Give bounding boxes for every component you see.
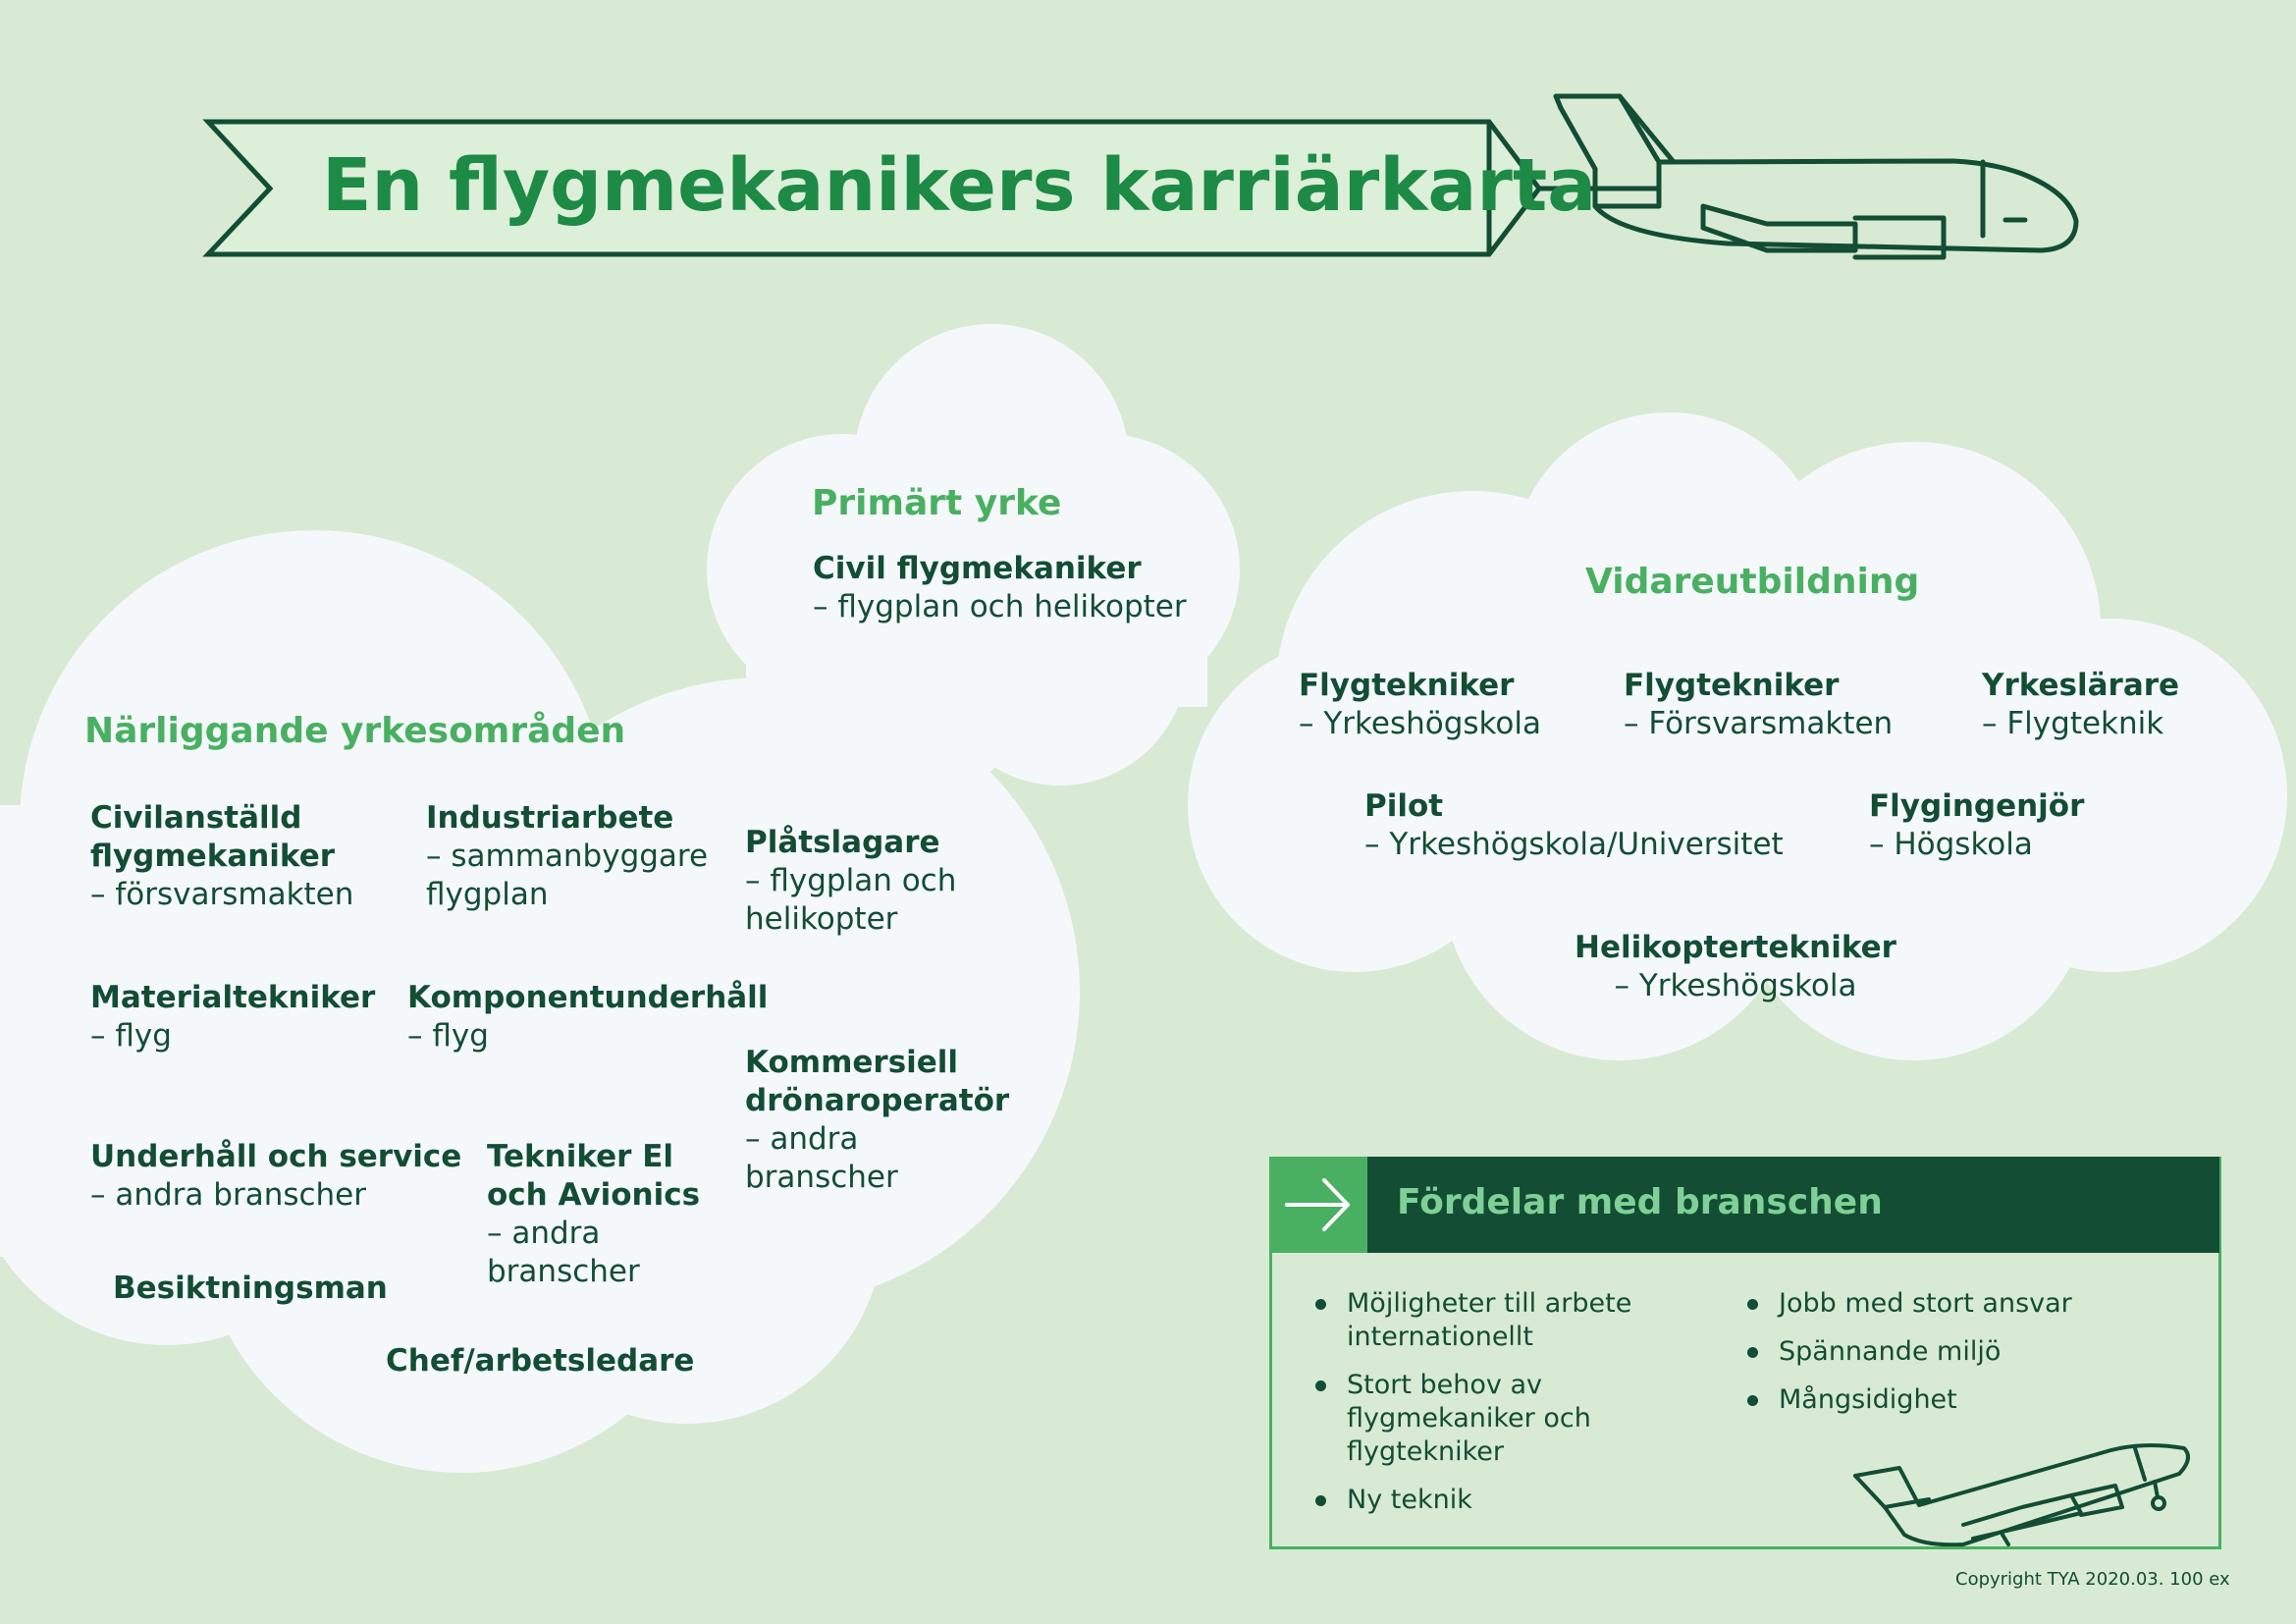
list-item: Möjligheter till arbete internationellt bbox=[1311, 1287, 1724, 1354]
further-item-title: Pilot bbox=[1364, 788, 1444, 824]
list-item: Stort behov av flygmekaniker och flygtekniker bbox=[1311, 1369, 1724, 1469]
further-item-sub: – Högskola bbox=[1869, 827, 2033, 862]
further-item bbox=[1624, 667, 1893, 743]
related-item bbox=[113, 1270, 388, 1308]
related-item bbox=[386, 1342, 694, 1380]
further-item bbox=[1869, 787, 2084, 864]
related-item-title: Materialtekniker bbox=[90, 980, 376, 1015]
related-item-sub: – flyg bbox=[90, 1018, 172, 1054]
primary-heading: Primärt yrke bbox=[812, 483, 1062, 523]
related-item-title: Plåtslagare bbox=[745, 825, 940, 860]
further-heading: Vidareutbildning bbox=[1585, 562, 1920, 602]
further-item bbox=[1539, 929, 1932, 1005]
arrow-right-icon bbox=[1269, 1157, 1367, 1253]
benefits-list-right bbox=[1743, 1287, 2156, 1432]
list-item: Spännande miljö bbox=[1743, 1335, 2156, 1369]
benefits-arrow-box bbox=[1269, 1157, 1367, 1253]
related-item bbox=[90, 799, 385, 914]
further-item-sub: – Yrkeshögskola bbox=[1614, 968, 1857, 1003]
related-item-title: Underhåll och service bbox=[90, 1139, 462, 1174]
further-item-sub: – Flygteknik bbox=[1982, 706, 2164, 741]
related-item-sub: – andra branscher bbox=[487, 1216, 640, 1289]
related-item-title: Tekniker El och Avionics bbox=[487, 1139, 701, 1213]
related-item bbox=[745, 1044, 1020, 1197]
page-title: En flygmekanikers karriärkarta bbox=[322, 143, 1597, 228]
related-item bbox=[745, 824, 981, 939]
further-item-title: Flygtekniker bbox=[1624, 668, 1840, 703]
related-item-sub: – sammanbyggare flygplan bbox=[426, 839, 709, 912]
related-item bbox=[90, 979, 375, 1056]
primary-item-sub: – flygplan och helikopter bbox=[813, 589, 1187, 624]
related-item-title: Civilanställd flygmekaniker bbox=[90, 800, 336, 874]
copyright: Copyright TYA 2020.03. 100 ex bbox=[1955, 1569, 2230, 1590]
further-item bbox=[1364, 787, 1784, 864]
list-item: Jobb med stort ansvar bbox=[1743, 1287, 2156, 1321]
related-item-title: Chef/arbetsledare bbox=[386, 1343, 695, 1379]
further-item-sub: – Försvarsmakten bbox=[1624, 706, 1894, 741]
related-item-sub: – andra branscher bbox=[745, 1121, 898, 1195]
takeoff-airplane-icon bbox=[1845, 1429, 2209, 1546]
further-item-title: Helikoptertekniker bbox=[1575, 930, 1896, 965]
further-item-sub: – Yrkeshögskola bbox=[1299, 706, 1541, 741]
related-item bbox=[90, 1138, 461, 1215]
related-item-sub: – försvarsmakten bbox=[90, 877, 354, 912]
related-item bbox=[426, 799, 721, 914]
related-heading: Närliggande yrkesområden bbox=[84, 711, 626, 751]
related-item-sub: – flyg bbox=[407, 1018, 489, 1054]
benefits-list-left bbox=[1311, 1287, 1724, 1532]
related-item-title: Kommersiell drönaroperatör bbox=[745, 1045, 1010, 1118]
further-item-sub: – Yrkeshögskola/Universitet bbox=[1364, 827, 1784, 862]
related-item-title: Komponentunderhåll bbox=[407, 980, 769, 1015]
primary-item-title: Civil flygmekaniker bbox=[813, 551, 1142, 586]
further-item bbox=[1982, 667, 2179, 743]
primary-item bbox=[813, 550, 1187, 626]
list-item: Mångsidighet bbox=[1743, 1383, 2156, 1417]
related-item bbox=[487, 1138, 742, 1291]
further-item-title: Flygtekniker bbox=[1299, 668, 1515, 703]
further-item bbox=[1299, 667, 1541, 743]
list-item: Ny teknik bbox=[1311, 1484, 1724, 1517]
related-item-sub: – andra branscher bbox=[90, 1177, 366, 1213]
related-item-title: Besiktningsman bbox=[113, 1271, 388, 1306]
related-item-sub: – flygplan och helikopter bbox=[745, 863, 957, 937]
further-item-title: Flygingenjör bbox=[1869, 788, 2085, 824]
related-item bbox=[407, 979, 768, 1056]
related-item-title: Industriarbete bbox=[426, 800, 674, 836]
benefits-header bbox=[1269, 1157, 2219, 1253]
further-item-title: Yrkeslärare bbox=[1982, 668, 2180, 703]
benefits-heading: Fördelar med branschen bbox=[1397, 1182, 1883, 1222]
